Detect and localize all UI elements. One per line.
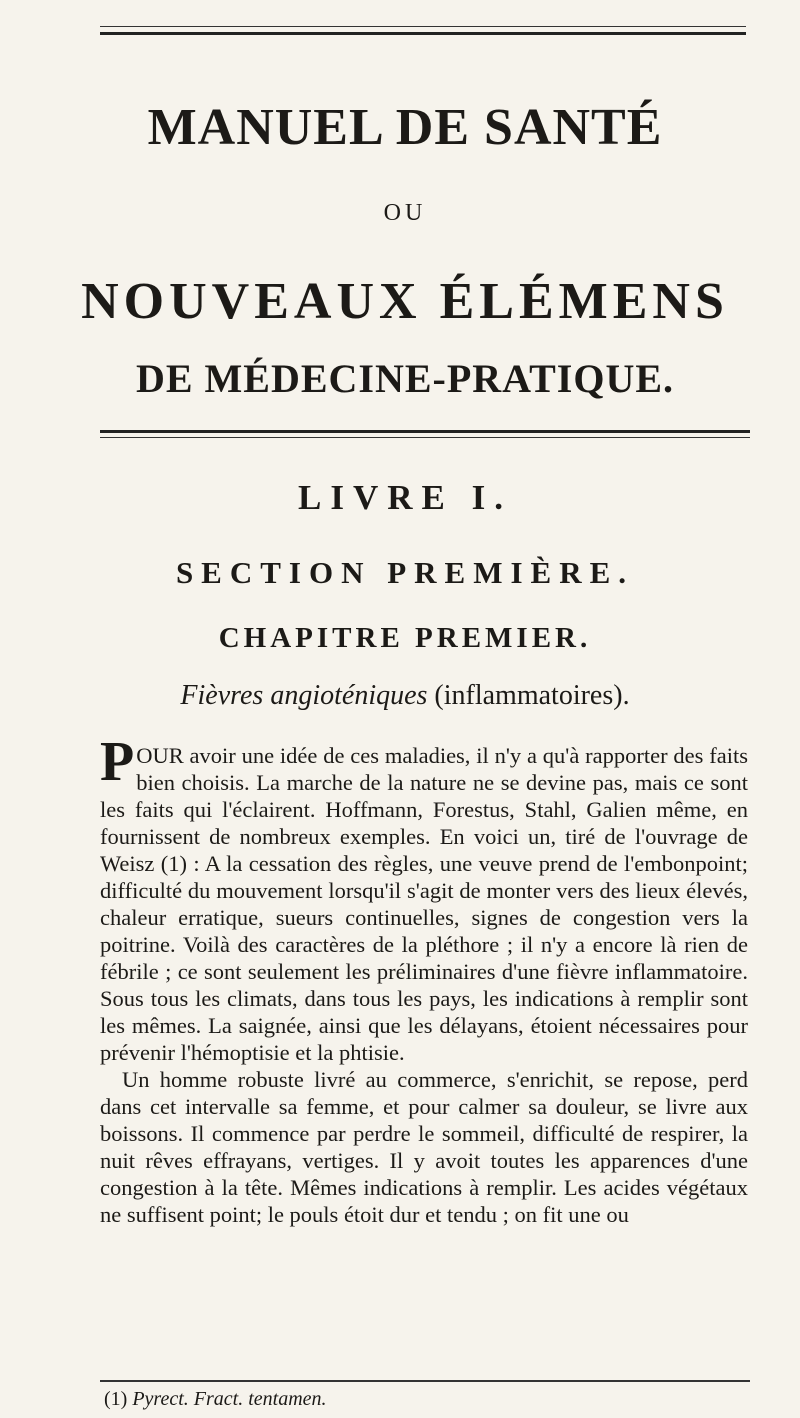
chapter-subtitle: [60, 680, 750, 712]
book-heading: LIVRE I.: [298, 478, 512, 517]
footnote: [104, 1388, 327, 1411]
paragraph-1: [100, 731, 748, 1066]
chapter-subtitle-italic: Fièvres angioténiques: [180, 680, 428, 711]
book-title: MANUEL DE SANTÉ: [147, 99, 663, 156]
title-conjunction: OU: [383, 200, 427, 226]
drop-cap: P: [100, 731, 135, 793]
subtitle-line-2: DE MÉDECINE-PRATIQUE.: [135, 356, 675, 401]
top-rule-thick: [100, 32, 746, 35]
subtitle-line-1: NOUVEAUX ÉLÉMENS: [81, 273, 729, 330]
footnote-marker: (1): [104, 1388, 128, 1410]
paragraph-2: Un homme robuste livré au commerce, s'enrichit, se repose, perd dans cet intervalle sa femme, et pour calmer sa douleur, se livre aux boissons. Il commence par perdre le sommeil, difficulté de respirer, la nuit rêves effrayans, vertiges. Il y avoit toutes les apparences d'une congestion à la tête. Mêmes indications à remplir. Les acides végétaux ne suffisent point; le pouls étoit dur et tendu ; on fit une ou: [100, 1067, 748, 1227]
chapter-heading: CHAPITRE PREMIER.: [218, 622, 592, 654]
divider-thick: [100, 430, 750, 433]
chapter-subtitle-paren: (inflammatoires).: [434, 680, 630, 711]
section-heading: SECTION PREMIÈRE.: [175, 555, 635, 590]
paragraph-1-text: OUR avoir une idée de ces maladies, il n'y a qu'à rapporter des faits bien choisis. La marche de la nature ne se devine pas, mais ce sont les faits qui l'éclairent. Hoffmann, Forestus, Stahl, Galien même, en fournissent de nombreux exemples. En voici un, tiré de l'ouvrage de Weisz (1) : A la cessation des règles, une veuve prend de l'embonpoint; difficulté du mouvement lorsqu'il s'agit de monter vers des lieux élevés, chaleur erratique, sueurs continuelles, signes de congestion vers la poitrine. Voilà des caractères de la pléthore ; il n'y a encore là rien de fébrile ; ce sont seulement les préliminaires d'une fièvre inflammatoire. Sous tous les climats, dans tous les pays, les indications à remplir sont les mêmes. La saignée, ainsi que les délayans, étoient nécessaires pour prévenir l'hémoptisie et la phtisie.: [100, 743, 748, 1065]
footnote-rule: [100, 1380, 750, 1382]
top-rule-thin: [100, 26, 746, 27]
body-text: [100, 731, 748, 1228]
divider-thin: [100, 437, 750, 438]
footnote-text: Pyrect. Fract. tentamen.: [132, 1388, 327, 1410]
